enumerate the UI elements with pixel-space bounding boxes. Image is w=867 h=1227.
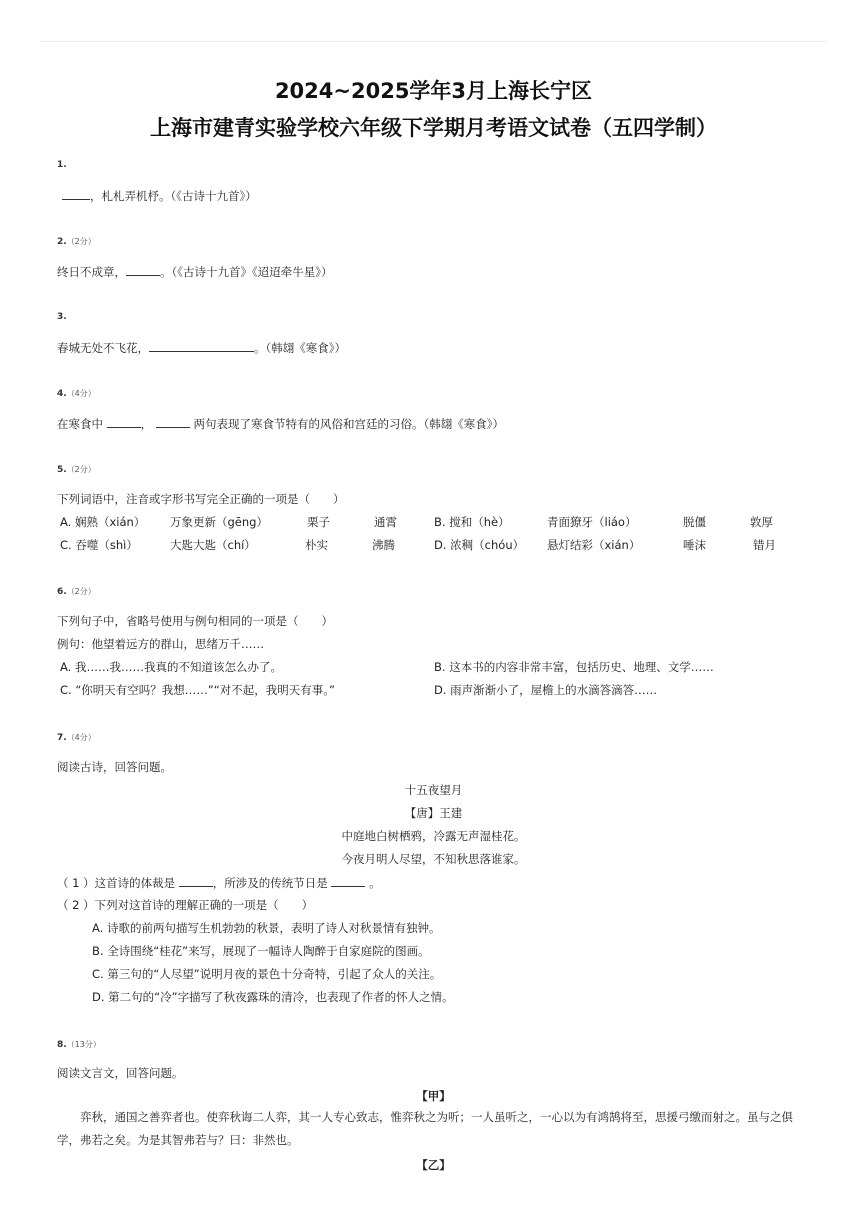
question-7-score: （4分）	[66, 733, 96, 742]
q7-option-d[interactable]: D. 第二句的“冷”字描写了秋夜露珠的清冷，也表现了作者的怀人之情。	[92, 990, 454, 1004]
question-5-score: （2分）	[66, 465, 96, 474]
question-8-intro: 阅读文言文，回答问题。	[57, 1066, 184, 1080]
question-6-score: （2分）	[66, 587, 96, 596]
exam-title-line2: 上海市建青实验学校六年级下学期月考语文试卷（五四学制）	[150, 116, 717, 140]
q5-option-c-word1[interactable]: C. 吞噬（shì）	[60, 538, 138, 552]
q5-option-d-word4: 错月	[753, 538, 776, 552]
poem-line-2: 今夜月明人尽望，不知秋思落谁家。	[341, 852, 526, 866]
q5-option-a-word2: 万象更新（gēng）	[170, 515, 268, 529]
question-5-stem: 下列词语中，注音或字形书写完全正确的一项是（ ）	[57, 492, 345, 506]
poem-title: 十五夜望月	[404, 783, 463, 797]
question-5-number: 5.（2分）	[57, 465, 96, 475]
q5-option-a-word1[interactable]: A. 娴熟（xián）	[60, 515, 146, 529]
q5-option-c-word4: 沸腾	[372, 538, 395, 552]
question-2-score: （2分）	[66, 237, 96, 246]
answer-blank[interactable]	[156, 415, 190, 428]
q7-option-c[interactable]: C. 第三句的“人尽望”说明月夜的景色十分奇特，引起了众人的关注。	[92, 967, 442, 981]
q6-option-b[interactable]: B. 这本书的内容非常丰富，包括历史、地理、文学……	[434, 660, 714, 674]
q5-option-b-word3: 脱僵	[683, 515, 706, 529]
q5-option-b-word2: 青面獠牙（liáo）	[547, 515, 637, 529]
q6-option-a[interactable]: A. 我……我……我真的不知道该怎么办了。	[60, 660, 282, 674]
question-4-score: （4分）	[66, 389, 96, 398]
question-3-number: 3.	[57, 312, 67, 322]
q5-option-b-word4: 敦厚	[750, 515, 773, 529]
question-4-number: 4.（4分）	[57, 389, 96, 399]
q5-option-a-word3: 栗子	[307, 515, 330, 529]
q5-option-b-word1[interactable]: B. 搅和（hè）	[434, 515, 510, 529]
q5-option-c-word2: 大匙大匙（chí）	[170, 538, 256, 552]
question-6-example: 例句：他望着远方的群山，思绪万千……	[57, 637, 264, 651]
question-7-sub-1: （ 1 ）这首诗的体裁是 ，所涉及的传统节日是 。	[57, 876, 381, 890]
q7-option-a[interactable]: A. 诗歌的前两句描写生机勃勃的秋景，表明了诗人对秋景情有独钟。	[92, 921, 441, 935]
question-2-number: 2.（2分）	[57, 237, 96, 247]
question-8-score: （13分）	[66, 1040, 101, 1049]
answer-blank[interactable]	[149, 339, 254, 352]
question-7-number: 7.（4分）	[57, 733, 96, 743]
answer-blank[interactable]	[179, 874, 213, 887]
question-7-sub-2: （ 2 ）下列对这首诗的理解正确的一项是（ ）	[57, 898, 314, 912]
q5-option-d-word3: 唾沫	[683, 538, 706, 552]
question-1-text: ，札札弄机杼。（《古诗十九首》）	[62, 187, 257, 204]
question-4-text: 在寒食中 ， 两句表现了寒食节特有的风俗和宫廷的习俗。（韩翃《寒食》）	[57, 417, 504, 431]
answer-blank[interactable]	[126, 263, 160, 276]
q5-option-d-word1[interactable]: D. 浓稠（chóu）	[434, 538, 525, 552]
q6-option-c[interactable]: C. “你明天有空吗？我想……”“对不起，我明天有事。”	[60, 683, 335, 697]
q6-option-d[interactable]: D. 雨声渐渐小了，屋檐上的水滴答滴答……	[434, 683, 658, 697]
answer-blank[interactable]	[62, 187, 90, 200]
question-8-number: 8.（13分）	[57, 1040, 101, 1050]
poem-author: 【唐】王建	[404, 806, 463, 820]
section-jia-heading: 【甲】	[416, 1089, 451, 1103]
classical-passage-jia: 弈秋，通国之善弈者也。使弈秋诲二人弈，其一人专心致志，惟弈秋之为听；一人虽听之，一心以为有鸿鹄将至，思援弓缴而射之。虽与之俱学，弗若之矣。为是其智弗若与？曰：非然也。	[57, 1110, 793, 1147]
exam-title-line1: 2024~2025学年3月上海长宁区	[274, 79, 593, 103]
answer-blank[interactable]	[331, 874, 365, 887]
section-yi-heading: 【乙】	[416, 1158, 451, 1172]
question-2-text: 终日不成章， 。（《古诗十九首》《迢迢牵牛星》）	[57, 265, 333, 279]
q7-option-b[interactable]: B. 全诗围绕“桂花”来写，展现了一幅诗人陶醉于自家庭院的图画。	[92, 944, 430, 958]
answer-blank[interactable]	[107, 415, 141, 428]
question-6-stem: 下列句子中，省略号使用与例句相同的一项是（ ）	[57, 614, 333, 628]
q5-option-a-word4: 通霄	[374, 515, 397, 529]
question-6-number: 6.（2分）	[57, 587, 96, 597]
page-top-divider	[40, 41, 827, 42]
question-3-text: 春城无处不飞花， 。（韩翃《寒食》）	[57, 341, 346, 355]
q5-option-d-word2: 悬灯结彩（xián）	[547, 538, 641, 552]
poem-line-1: 中庭地白树栖鸦，冷露无声湿桂花。	[341, 829, 526, 843]
q5-option-c-word3: 朴实	[305, 538, 328, 552]
question-7-intro: 阅读古诗，回答问题。	[57, 760, 172, 774]
question-1-number: 1.	[57, 160, 67, 170]
